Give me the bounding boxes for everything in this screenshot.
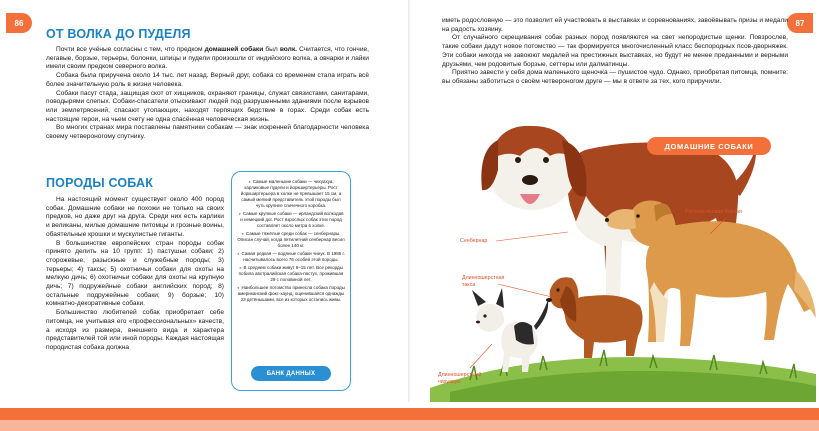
paragraph: Собаки пасут стада, защищая скот от хищников, охраняют границы, служат связистами, санитарами, поводырями слепых. Собаки-спасатели отыскивают людей под разрушенными зданиями после взрывов или землетрясений, спасают утопающих, находят терпящих бедствие в горах. Среди собак есть настоящие герои, на чьем счету не одна спасённая человеческая жизнь.: [46, 89, 369, 123]
paragraph: Почти все учёные согласны с тем, что предком домашней собаки был волк. Считается, что гончие, легавые, борзые, терьеры, болонки, шпицы и пудели произошли от индийского волка, а овчарки и лайки имели своим предком северного волка.: [46, 46, 369, 71]
chihuahua-dog: [472, 288, 548, 372]
paragraph: Приятно завести у себя дома маленького щеночка — пушистое чудо. Однако, приобретая питомца, помните: вы обязаны заботиться о своём четвероногом друге — мы в ответе за тех, кого приручили.: [442, 69, 788, 85]
paragraph: иметь родословную — это позволит ей участвовать в выставках и соревнованиях, завоёвывать призы и медали на радость хозяину.: [442, 17, 788, 33]
data-bank-fact: ● Самые крупные собаки — ирландский волкодав и немецкий дог. Рост взрослых собак этих пород составляет около метра в холке.: [237, 211, 345, 229]
label-saint-bernard: Сенбернар: [460, 238, 488, 244]
label-chihuahua-line1: Длинношерстный: [438, 372, 482, 378]
section2-body: [46, 196, 224, 353]
data-bank-fact: ● Наибольшее потомство принесла собака породы американский фокс-хаунд, ощенившаяся однажды 23 детёнышами, все из которых остались живы.: [237, 285, 345, 303]
label-dachshund-line2: такса: [462, 282, 476, 288]
left-page: [0, 0, 409, 402]
page-number-left: 86: [6, 13, 32, 33]
paragraph: Большинство любителей собак приобретает себе питомца, не учитывая его «профессиональных» качеств, а исходя из размера, внешнего вида и характера представителей той или иной породы. Каждая настоящая породистая собака должна: [46, 309, 224, 351]
data-bank-box: [231, 171, 351, 391]
data-bank-fact: ● Самая редкая — водяные собаки чинук. В 1985 г. насчитывалось всего 76 особей этой породы.: [237, 251, 345, 263]
data-bank-fact: ● В среднем собаки живут 8–15 лет. Все рекорды побила австралийская собака-пастух, прожившая 29 с половиной лет.: [237, 265, 345, 283]
label-dachshund-line1: Длинношерстная: [462, 275, 505, 281]
paragraph: В большинстве европейских стран породы собак принято делить на 10 групп: 1) пастушьи собаки; 2) сторожевые, разыскные и служебные породы; 3) терьеры; 4) таксы; 5) охотничьи собаки для охоты на мелкую дичь; 6) охотничьи собаки для охоты на крупную дичь; 7) подружейные собаки английских пород; 8) остальные подружейные собаки; 9) борзые; 10) комнатно-декоративные собаки.: [46, 239, 224, 308]
label-borzoi: Русская псовая борзая: [685, 209, 742, 215]
right-page: [410, 0, 819, 402]
dogs-illustration: [410, 0, 819, 402]
section-title-wolf-to-poodle: ОТ ВОЛКА ДО ПУДЕЛЯ: [46, 27, 191, 41]
label-chihuahua-line2: чихуахуа: [438, 379, 461, 385]
domestic-dogs-tag: ДОМАШНИЕ СОБАКИ: [647, 137, 771, 155]
data-bank-fact: ● Самые маленькие собаки — чихуахуа, карликовые пудели и йоркширтерьеры. Рост йоркширтерьера в холке не превышает 15 см, а самый мелкий представитель этой породы был чуть крупнее спичечного коробка.: [237, 179, 345, 209]
section-title-dog-breeds: ПОРОДЫ СОБАК: [46, 176, 154, 190]
data-bank-fact: ● Самые тяжёлые среди собак — сенбернары. Описан случай, когда пятилетний сенбернар весил более 140 кг.: [237, 231, 345, 249]
paragraph: От случайного скрещивания собак разных пород появляются на свет непородистые щенки. Повзрослев, такие собаки дадут новое потомство — так формируется многочисленный класс беспородных псов-дворняжек. Эти собаки никогда не завоюют медалей на престижных выставках, но будут не менее преданными и верными друзьями, чем родовитые борзые, сеттеры или далматинцы.: [442, 34, 788, 68]
data-bank-button[interactable]: БАНК ДАННЫХ: [251, 366, 331, 381]
page-number-right: 87: [787, 13, 813, 33]
dachshund-dog: [546, 277, 643, 358]
bottom-decorative-band: [0, 402, 819, 431]
paragraph: На настоящий момент существует около 400 пород собак. Домашние собаки не похожи не только на своих предков, но даже друг на друга. Среди них есть карлики и великаны, милые домашние питомцы и грозные воины, обаятельные крошки и мускулистые гиганты.: [46, 196, 224, 238]
grass: [430, 350, 816, 402]
section1-body: [46, 46, 369, 142]
bottom-stripe-peach: [0, 420, 819, 431]
bottom-stripe-orange: [0, 408, 819, 420]
paragraph: Собака была приручена около 14 тыс. лет назад. Верный друг, собака со временем стала играть всё более значительную роль в жизни человека.: [46, 72, 369, 88]
data-bank-facts: [237, 179, 345, 305]
paragraph: Во многих странах мира поставлены памятники собакам — знак искренней благодарности человека своему четвероногому спутнику.: [46, 124, 369, 141]
